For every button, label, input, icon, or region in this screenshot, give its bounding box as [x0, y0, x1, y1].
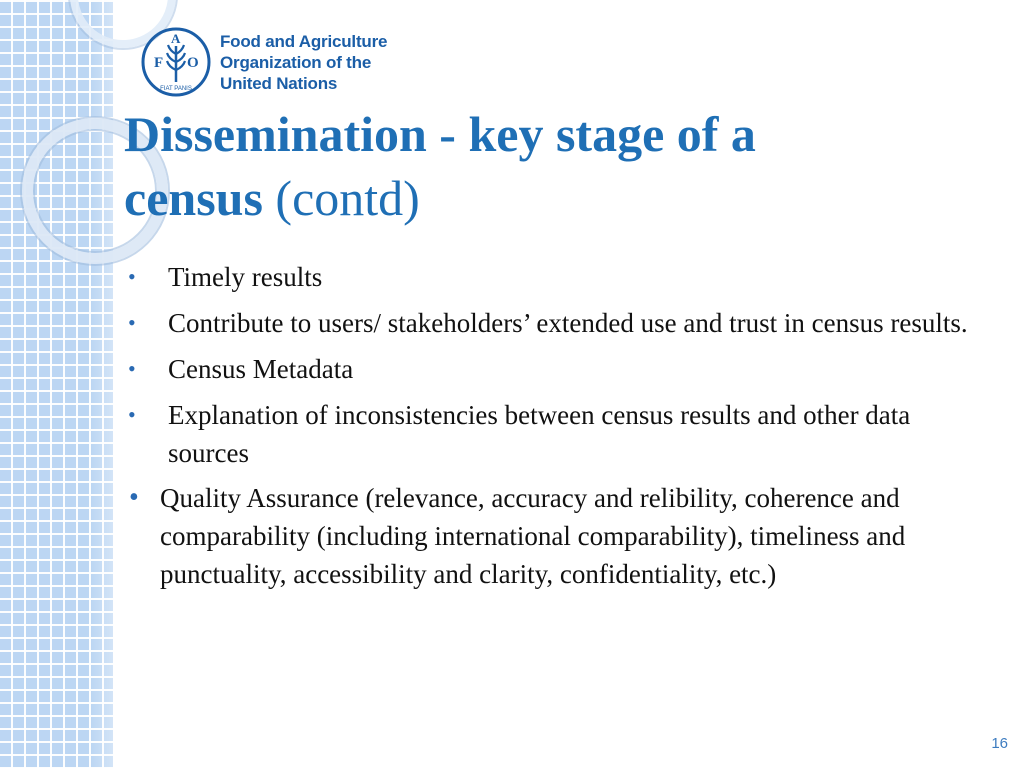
fao-letter-o: O	[187, 55, 199, 71]
logo-line-1: Food and Agriculture	[220, 31, 388, 51]
title-line-1	[124, 102, 1004, 166]
fao-logo	[140, 26, 387, 98]
title-contd: (contd)	[275, 170, 420, 226]
fao-letter-a: A	[171, 31, 181, 46]
bullet-inconsistencies: • Explanation of inconsistencies between census results and other data sources	[168, 396, 988, 472]
bullet-quality-assurance: • Quality Assurance (relevance, accuracy and relibility, coherence and comparability (including international comparability), timeliness and punctuality, accessibility and clarity, confidentiality, etc.)	[160, 479, 980, 593]
slide-page-number: 16	[991, 735, 1008, 752]
bullet-list	[0, 258, 1024, 593]
fao-logo-text	[220, 31, 387, 94]
bullet-timely-results: • Timely results	[168, 258, 988, 296]
title-bold-word: census	[124, 170, 263, 226]
fao-motto: FIAT PANIS	[160, 86, 192, 92]
bullet-user-trust: • Contribute to users/ stakeholders’ extended use and trust in census results.	[168, 304, 988, 342]
title-line-2	[124, 166, 1004, 230]
bullet-census-metadata: • Census Metadata	[168, 350, 988, 388]
title-line-1-text: Dissemination - key stage of a	[124, 106, 756, 162]
logo-line-2: Organization of the	[220, 52, 372, 72]
logo-line-3: United Nations	[220, 73, 338, 93]
fao-emblem-icon	[140, 26, 212, 98]
slide-title	[124, 102, 1004, 230]
fao-letter-f: F	[154, 55, 164, 71]
